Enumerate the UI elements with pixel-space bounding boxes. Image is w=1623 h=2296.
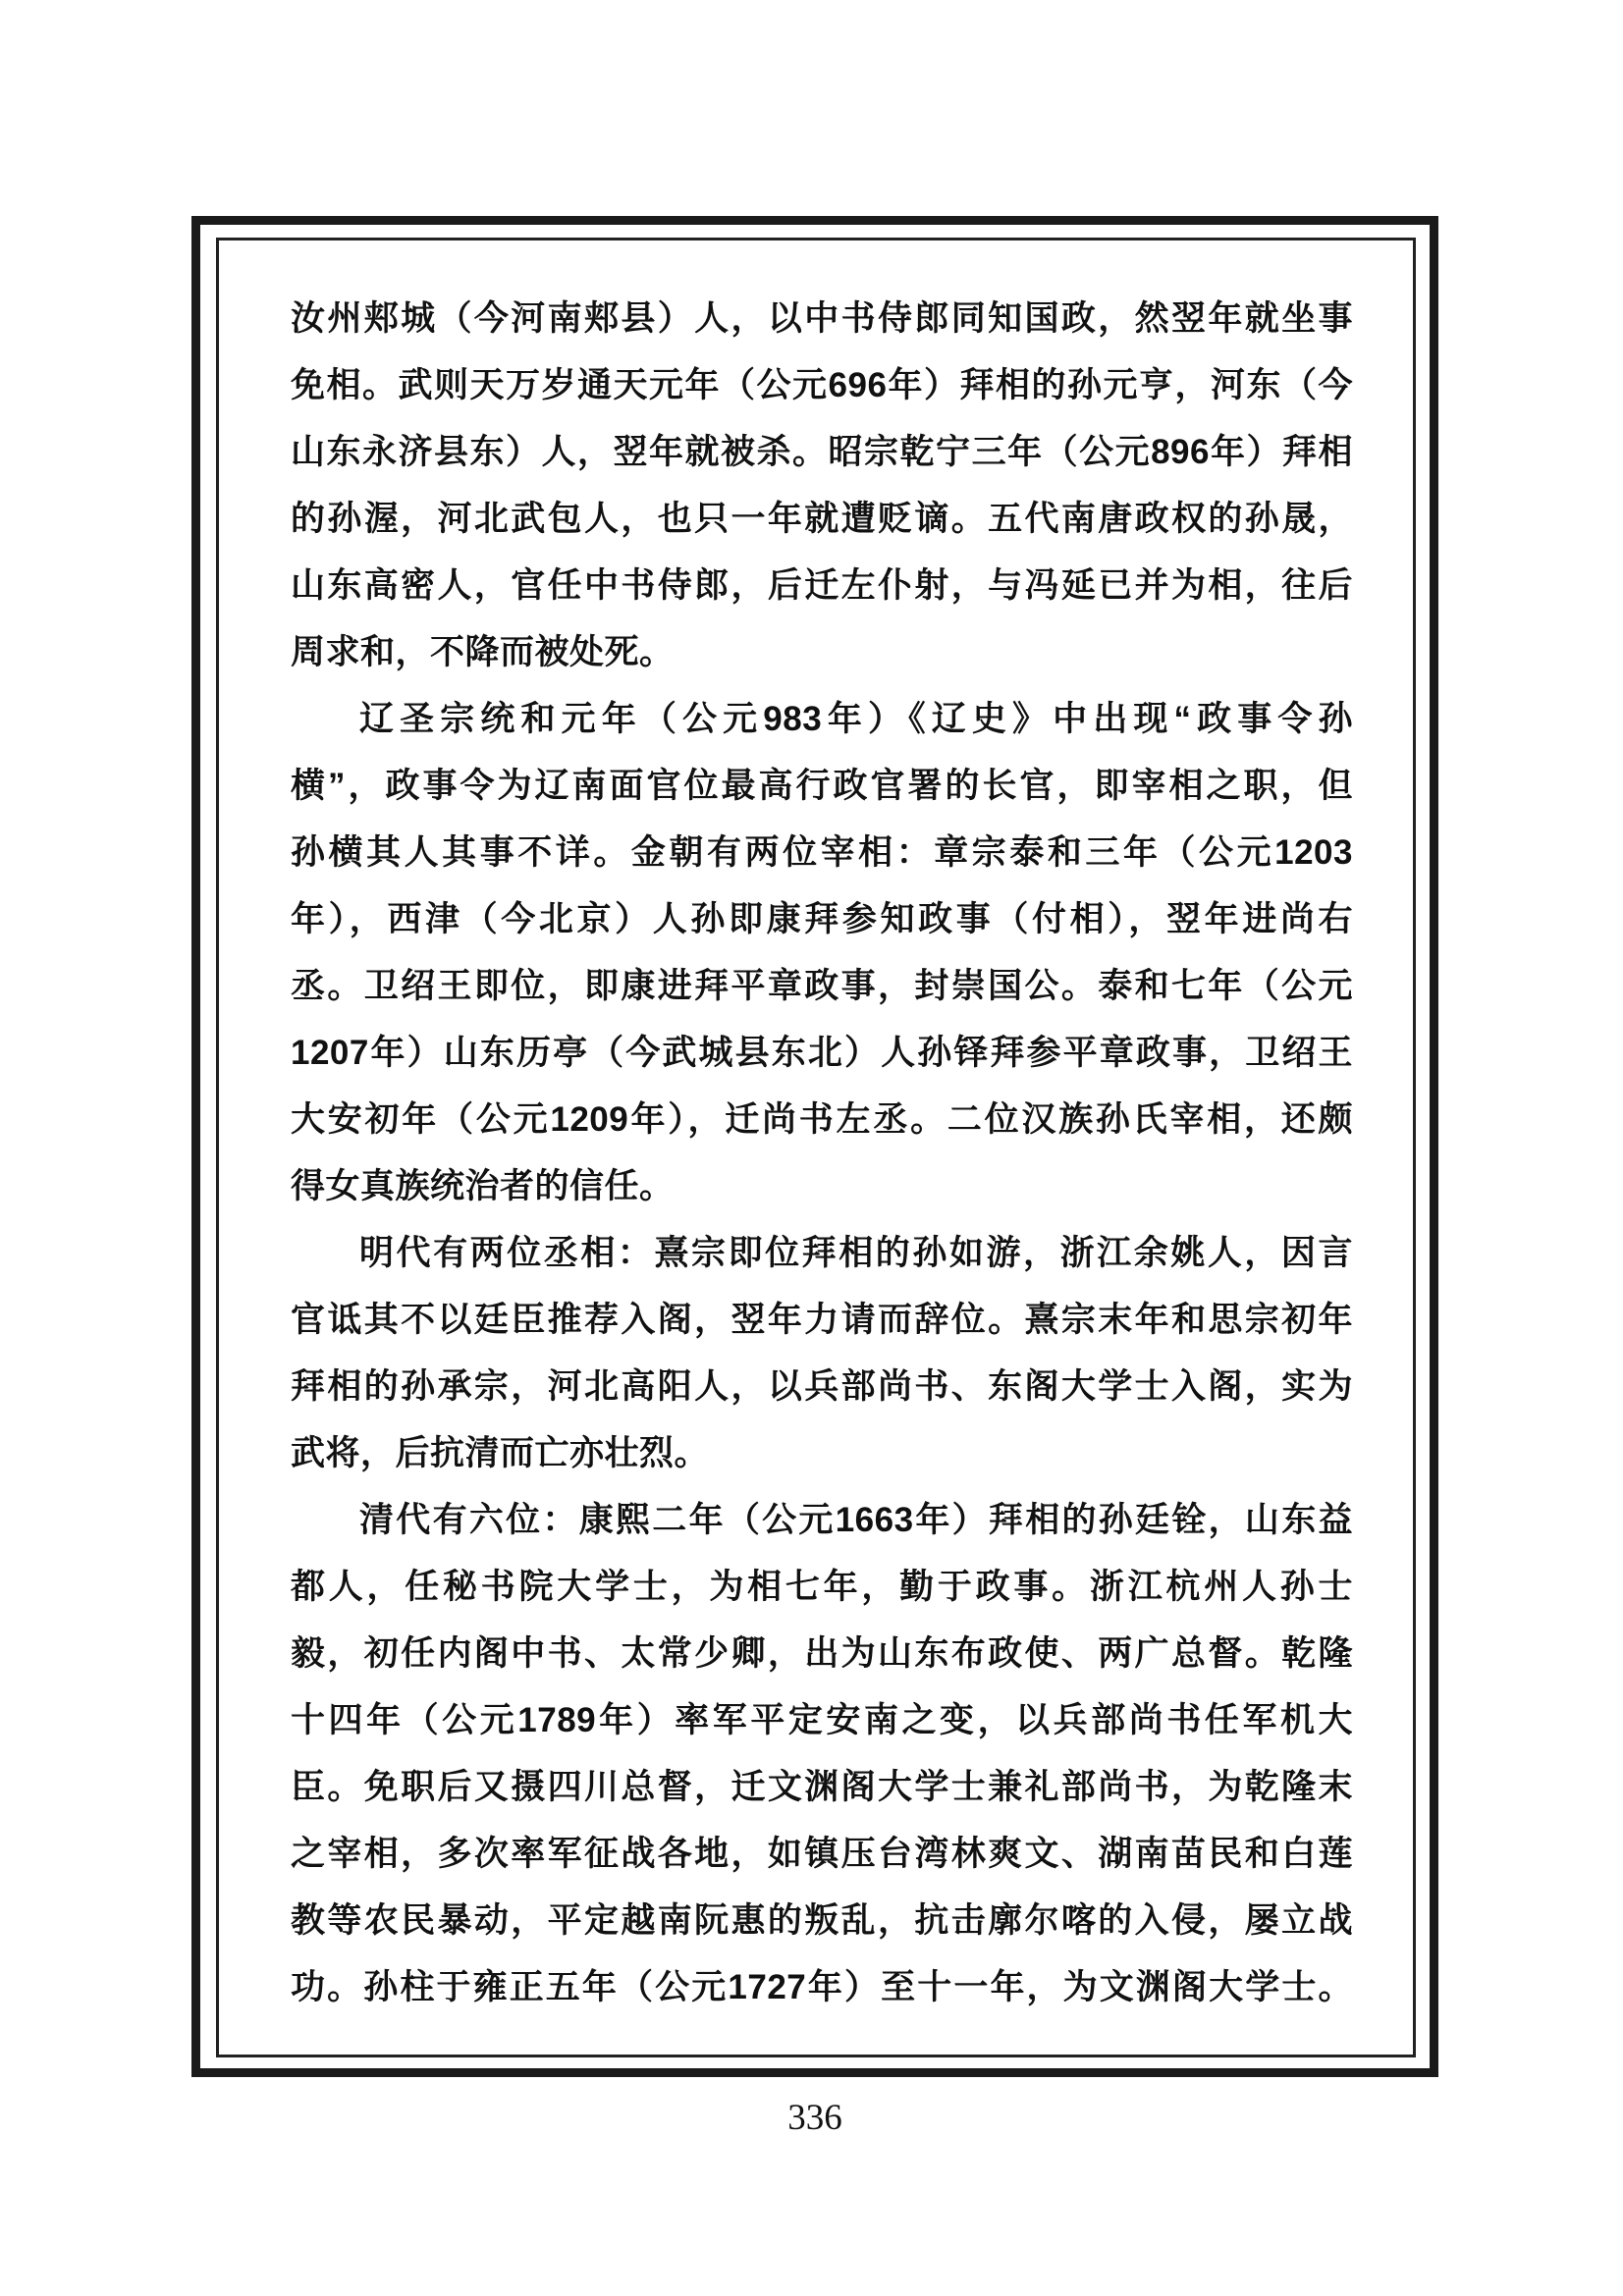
text-line: 功。孙柱于雍正五年（公元1727年）至十一年，为文渊阁大学士。 bbox=[291, 1968, 1353, 2006]
text-line: 孙横其人其事不详。金朝有两位宰相：章宗泰和三年（公元1203 bbox=[291, 833, 1353, 872]
text-line: 辽圣宗统和元年（公元983年）《辽史》中出现“政事令孙 bbox=[359, 700, 1353, 738]
text-line: 大安初年（公元1209年），迁尚书左丞。二位汉族孙氏宰相，还颇 bbox=[291, 1100, 1353, 1139]
text-block bbox=[291, 286, 1353, 2021]
text-line: 的孙渥，河北武包人，也只一年就遭贬谪。五代南唐政权的孙晟， bbox=[291, 500, 1353, 538]
text-line: 明代有两位丞相：熹宗即位拜相的孙如游，浙江余姚人，因言 bbox=[359, 1234, 1353, 1272]
text-line: 周求和，不降而被处死。 bbox=[291, 633, 675, 671]
text-line: 得女真族统治者的信任。 bbox=[291, 1167, 675, 1205]
text-line: 山东高密人，官任中书侍郎，后迁左仆射，与冯延已并为相，往后 bbox=[291, 566, 1353, 605]
text-line: 丞。卫绍王即位，即康进拜平章政事，封崇国公。泰和七年（公元 bbox=[291, 967, 1353, 1005]
page-number: 336 bbox=[787, 2098, 842, 2138]
text-line: 拜相的孙承宗，河北高阳人，以兵部尚书、东阁大学士入阁，实为 bbox=[291, 1367, 1353, 1406]
text-line: 官诋其不以廷臣推荐入阁，翌年力请而辞位。熹宗末年和思宗初年 bbox=[291, 1301, 1353, 1339]
text-line: 横”，政事令为辽南面官位最高行政官署的长官，即宰相之职，但 bbox=[291, 767, 1353, 805]
text-line: 武将，后抗清而亡亦壮烈。 bbox=[291, 1434, 710, 1472]
text-line: 年），西津（今北京）人孙即康拜参知政事（付相），翌年进尚右 bbox=[291, 900, 1353, 938]
text-line: 毅，初任内阁中书、太常少卿，出为山东布政使、两广总督。乾隆 bbox=[291, 1634, 1353, 1673]
text-line: 山东永济县东）人，翌年就被杀。昭宗乾宁三年（公元896年）拜相 bbox=[291, 433, 1353, 471]
text-line: 汝州郏城（今河南郏县）人，以中书侍郎同知国政，然翌年就坐事 bbox=[291, 299, 1353, 338]
text-line: 之宰相，多次率军征战各地，如镇压台湾林爽文、湖南苗民和白莲 bbox=[291, 1835, 1353, 1873]
text-line: 清代有六位：康熙二年（公元1663年）拜相的孙廷铨，山东益 bbox=[359, 1501, 1353, 1539]
text-line: 教等农民暴动，平定越南阮惠的叛乱，抗击廓尔喀的入侵，屡立战 bbox=[291, 1901, 1353, 1940]
text-line: 都人，任秘书院大学士，为相七年，勤于政事。浙江杭州人孙士 bbox=[291, 1568, 1353, 1606]
text-line: 十四年（公元1789年）率军平定安南之变，以兵部尚书任军机大 bbox=[291, 1701, 1353, 1739]
text-line: 1207年）山东历亭（今武城县东北）人孙铎拜参平章政事，卫绍王 bbox=[291, 1034, 1353, 1072]
text-line: 免相。武则天万岁通天元年（公元696年）拜相的孙元亨，河东（今 bbox=[291, 366, 1353, 404]
text-line: 臣。免职后又摄四川总督，迁文渊阁大学士兼礼部尚书，为乾隆末 bbox=[291, 1768, 1353, 1806]
